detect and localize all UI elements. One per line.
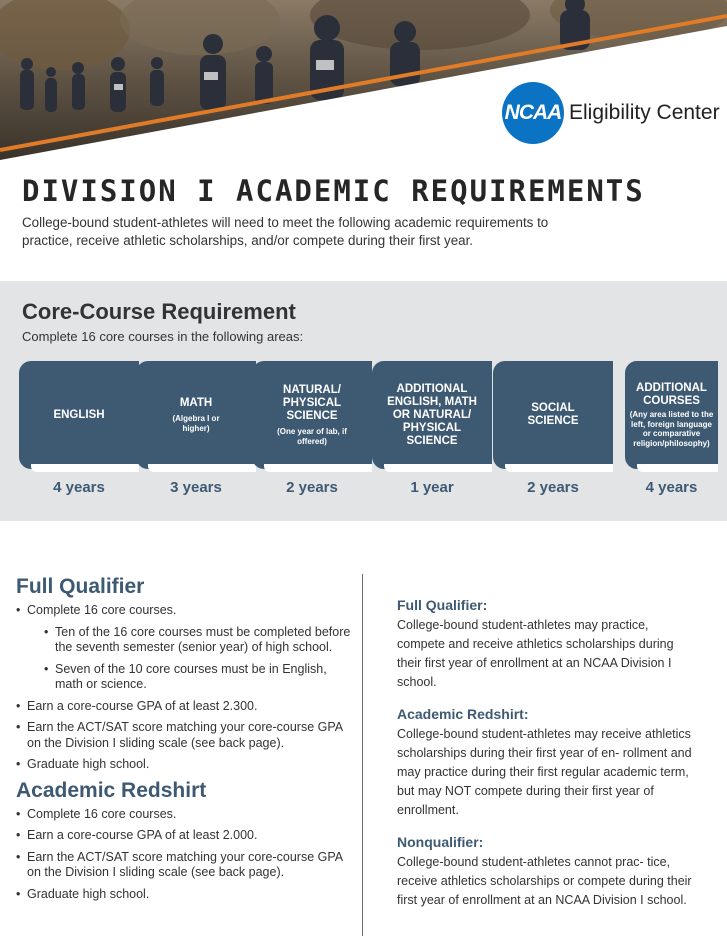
book-cover <box>252 361 372 469</box>
column-divider <box>362 574 363 936</box>
book-area-name: NATURAL/ PHYSICAL SCIENCE <box>282 384 342 422</box>
definition-title: Full Qualifier: <box>397 597 488 613</box>
book-years: 4 years <box>645 479 698 496</box>
definition-text: College-bound student-athletes cannot prac- tice, receive athletics scholarships or compete during their first year of enrollment at an NCAA Division I school. <box>397 855 692 907</box>
list-item: • Earn the ACT/SAT score matching your core-course GPA on the Division I sliding scale (see back page). <box>16 850 351 881</box>
book-area-name: ADDITIONAL ENGLISH, MATH OR NATURAL/ PHYSICAL SCIENCE <box>387 382 477 447</box>
list-item: • Ten of the 16 core courses must be completed before the seventh semester (senior year) of high school. <box>44 625 351 656</box>
book-additional-english-math-science <box>372 361 492 496</box>
page-title: DIVISION I ACADEMIC REQUIREMENTS <box>22 174 645 208</box>
book-page-edge <box>637 464 718 472</box>
list-item: • Earn the ACT/SAT score matching your core-course GPA on the Division I sliding scale (see back page). <box>16 720 351 751</box>
academic-redshirt-list <box>16 807 351 903</box>
book-years: 2 years <box>286 479 338 496</box>
book-natural-physical-science <box>252 361 372 496</box>
core-course-title: Core-Course Requirement <box>22 299 296 324</box>
definition-text: College-bound student-athletes may practice, compete and receive athletics scholarships during their first year of enrollment at an NCAA Division I school. <box>397 618 674 689</box>
book-years: 4 years <box>53 479 105 496</box>
book-cover <box>136 361 256 469</box>
book-years: 3 years <box>170 479 222 496</box>
book-additional-courses <box>625 361 718 496</box>
ncaa-logo-mark: NCAA <box>502 82 564 144</box>
book-page-edge <box>384 464 492 472</box>
book-english <box>19 361 139 496</box>
book-area-name: SOCIAL SCIENCE <box>527 402 579 427</box>
book-social-science <box>493 361 613 496</box>
ncaa-logo <box>502 82 720 144</box>
definition-text: College-bound student-athletes may receive athletics scholarships during their first year of en- rollment and may practice during their first regular academic term, but may NOT compete during their first year of enrollment. <box>397 727 692 817</box>
book-page-edge <box>505 464 613 472</box>
book-page-edge <box>264 464 372 472</box>
book-cover <box>19 361 139 469</box>
book-page-edge <box>148 464 256 472</box>
book-years: 2 years <box>527 479 579 496</box>
list-item: • Earn a core-course GPA of at least 2.300. <box>16 699 351 715</box>
definition-title: Academic Redshirt: <box>397 706 529 722</box>
book-area-note: (Any area listed to the left, foreign language or comparative religion/philosophy) <box>629 410 714 448</box>
book-area-name: ADDITIONAL COURSES <box>636 382 707 407</box>
list-item: • Earn a core-course GPA of at least 2.000. <box>16 828 351 844</box>
book-area-note: (Algebra I or higher) <box>172 414 220 433</box>
list-item: • Complete 16 core courses. • Ten of the 16 core courses must be completed before the seventh semester (senior year) of high school. • Seven of the 10 core courses must be in English, math or science. <box>16 603 351 693</box>
intro-text: College-bound student-athletes will need to meet the following academic requirements to practice, receive athletic scholarships, and/or compete during their first year. <box>22 215 549 248</box>
book-cover <box>372 361 492 469</box>
book-area-name: ENGLISH <box>53 408 105 421</box>
book-cover <box>625 361 718 469</box>
ncaa-logo-text: Eligibility Center <box>569 101 720 124</box>
book-years: 1 year <box>410 479 454 496</box>
core-course-subtitle: Complete 16 core courses in the following areas: <box>22 329 304 344</box>
full-qualifier-list <box>16 603 351 773</box>
book-page-edge <box>31 464 139 472</box>
full-qualifier-title: Full Qualifier <box>16 575 145 598</box>
book-cover <box>493 361 613 469</box>
academic-redshirt-title: Academic Redshirt <box>16 778 207 802</box>
core-course-panel <box>0 281 727 521</box>
requirements-column <box>16 575 351 908</box>
book-area-name: MATH <box>179 397 213 409</box>
list-item: • Graduate high school. <box>16 887 351 903</box>
list-item: • Seven of the 10 core courses must be in English, math or science. <box>44 662 351 693</box>
list-item: • Complete 16 core courses. <box>16 807 351 823</box>
definitions-column <box>397 597 697 924</box>
sub-list <box>27 625 351 693</box>
book-math <box>136 361 256 496</box>
definition-title: Nonqualifier: <box>397 834 484 850</box>
list-item: • Graduate high school. <box>16 757 351 773</box>
book-area-note: (One year of lab, if offered) <box>277 427 347 446</box>
